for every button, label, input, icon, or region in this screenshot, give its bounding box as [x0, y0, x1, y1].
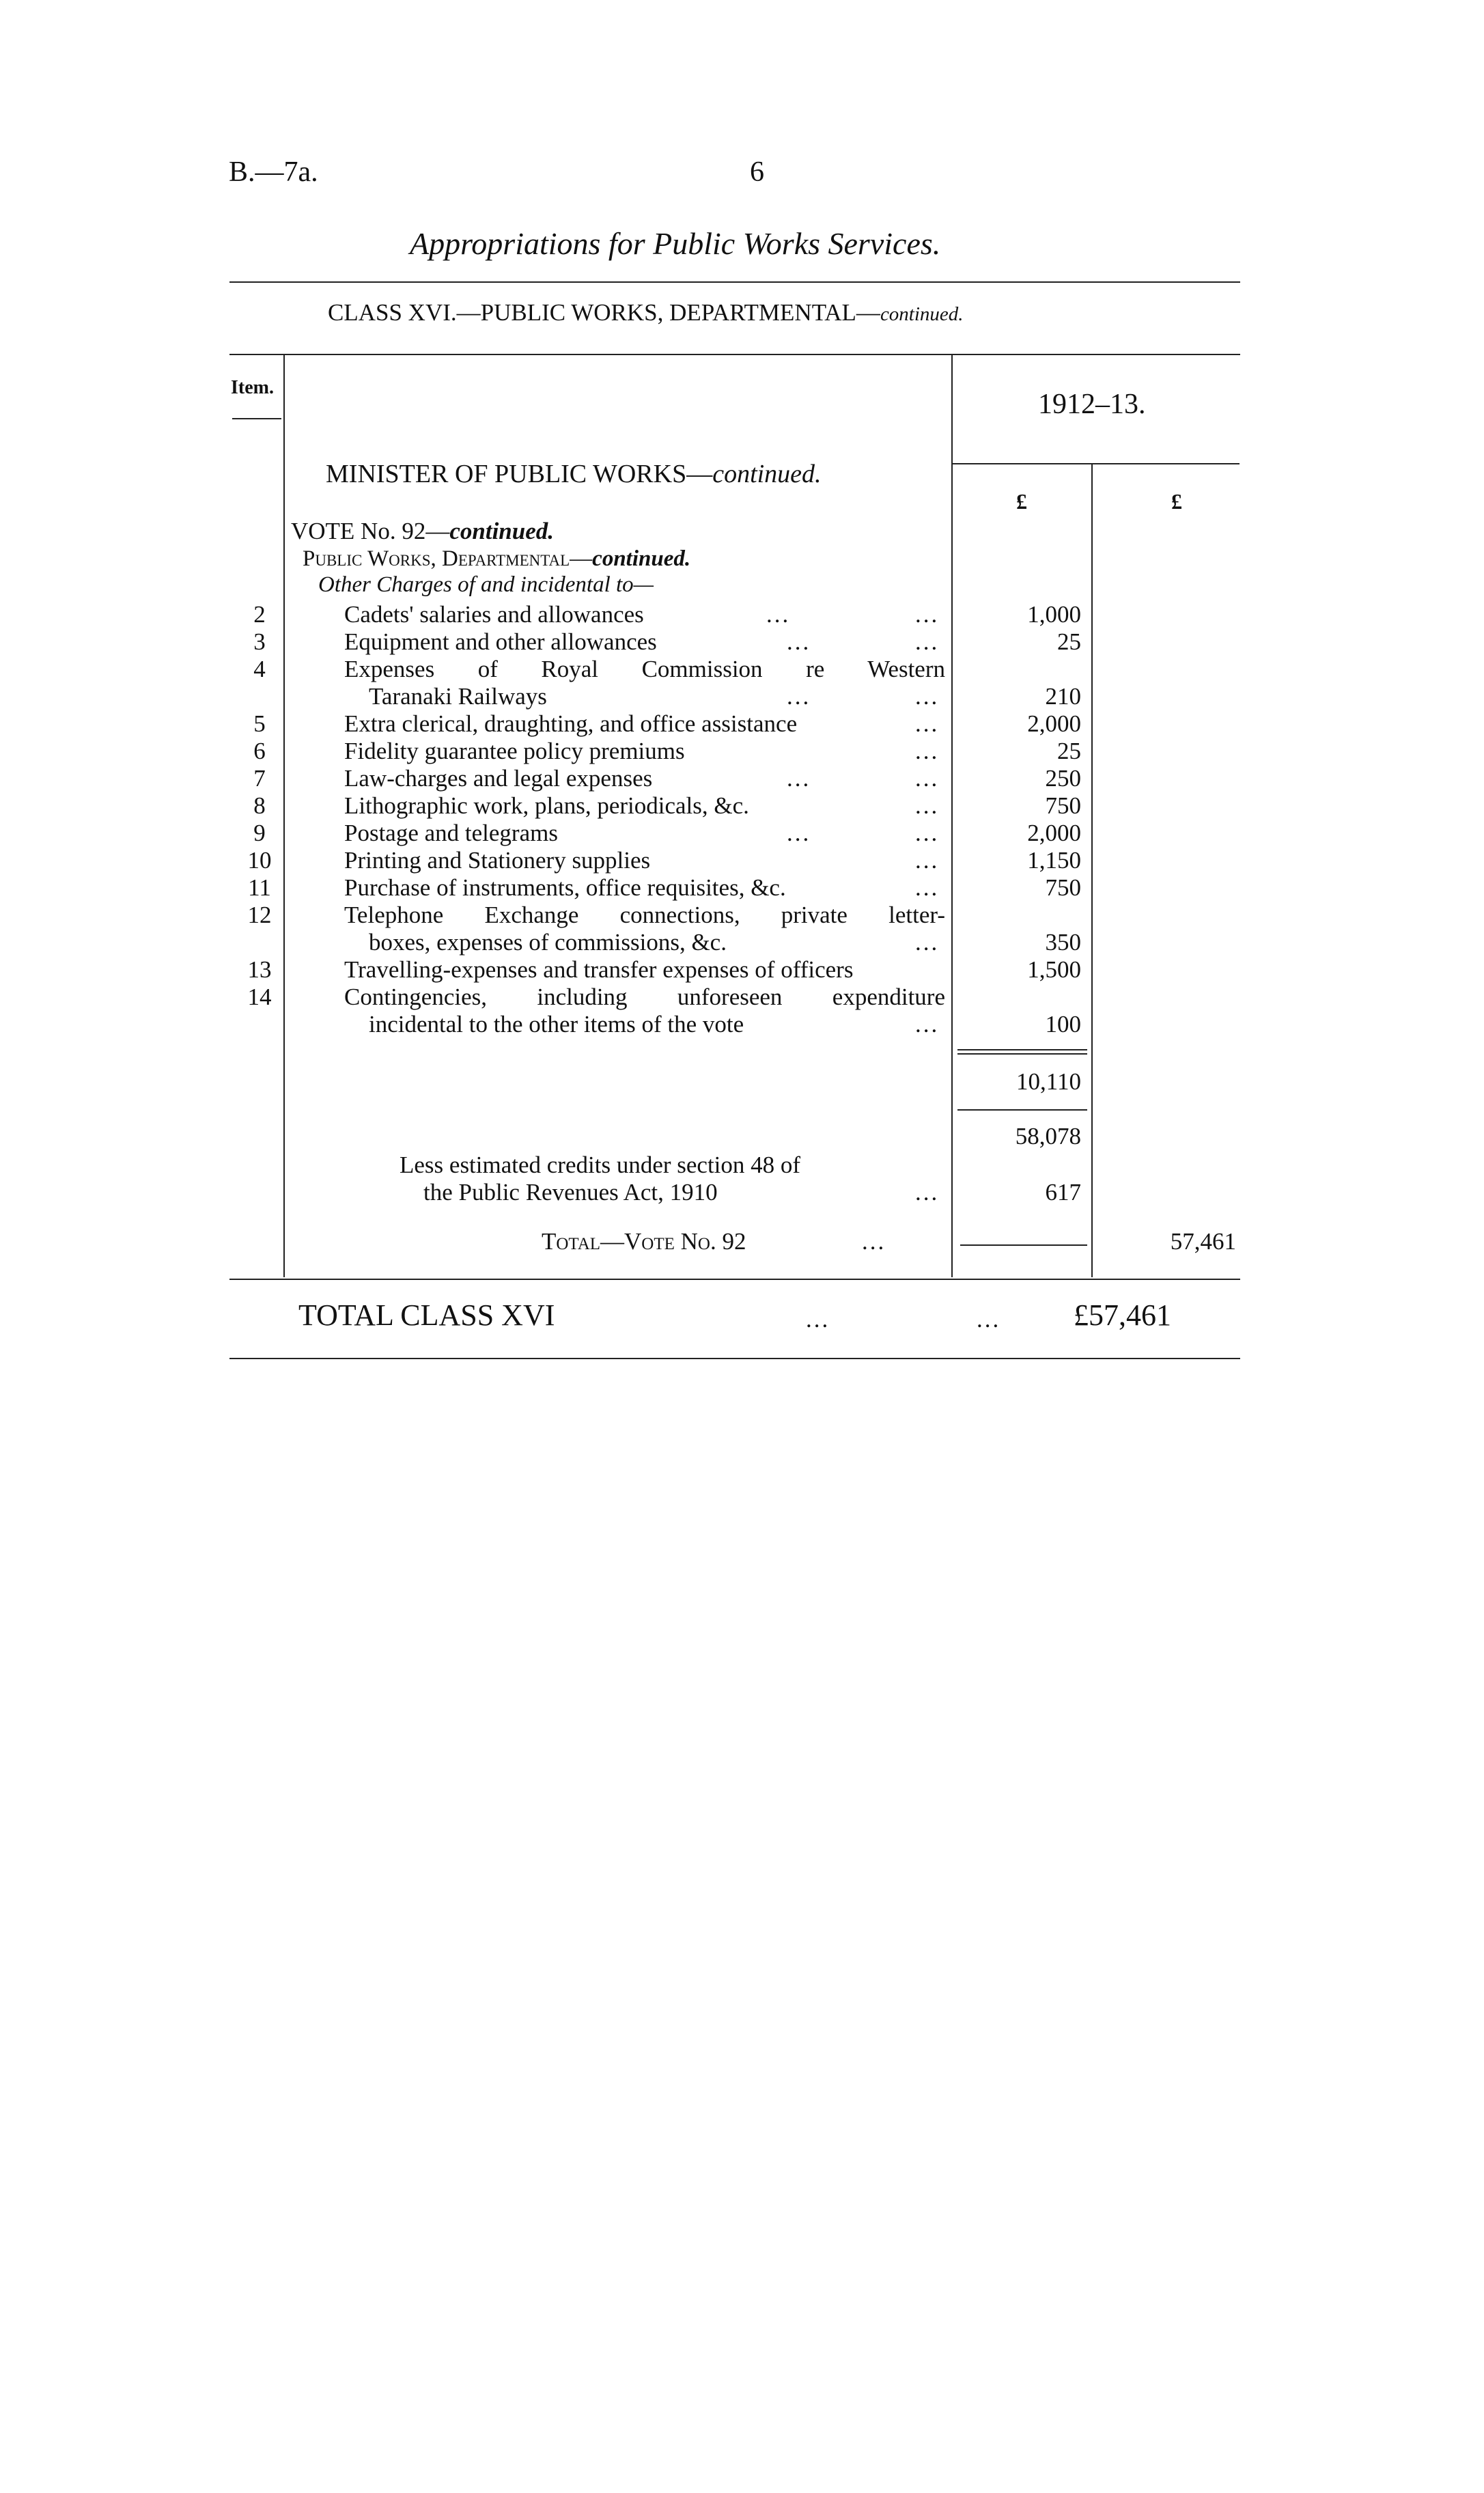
total-vote-dots: ... — [862, 1228, 886, 1255]
row-8-desc: Lithographic work, plans, periodicals, &c. — [344, 792, 749, 819]
page-ref: B.—7a. — [229, 156, 318, 188]
row-4-dots: ... — [787, 683, 811, 710]
less-credits-line2: the Public Revenues Act, 1910 — [423, 1179, 718, 1206]
item-column-header: Item. — [231, 377, 274, 398]
row-3-desc: Equipment and other allowances — [344, 628, 657, 655]
minister-heading-suffix: continued. — [712, 460, 822, 488]
total-class-dots-a: ... — [806, 1306, 830, 1333]
page-title: Appropriations for Public Works Services. — [410, 226, 941, 261]
year-header: 1912–13. — [1038, 389, 1146, 420]
row-10-item: 10 — [247, 847, 272, 874]
row-2-dots: ... — [766, 601, 791, 628]
row-7-dots: ... — [787, 765, 811, 792]
row-9-dots-b: ... — [915, 820, 940, 846]
row-7-amount: 250 — [1045, 765, 1081, 792]
currency-symbol-col1: £ — [1016, 489, 1027, 514]
row-10-desc: Printing and Stationery supplies — [344, 847, 651, 874]
minister-heading — [326, 459, 822, 489]
rule-col-left — [283, 354, 285, 1277]
subhead-heading-main: Public Works, Departmental— — [303, 546, 593, 571]
row-3-dots: ... — [787, 628, 811, 655]
row-11-desc: Purchase of instruments, office requisites, &c. — [344, 874, 786, 901]
row-8-item: 8 — [253, 792, 266, 819]
less-credits-amount: 617 — [1045, 1179, 1081, 1206]
subhead-heading — [303, 546, 690, 572]
row-10-dots: ... — [915, 847, 940, 874]
row-6-desc: Fidelity guarantee policy premiums — [344, 738, 685, 764]
less-credits-line1: Less estimated credits under section 48 of — [400, 1152, 801, 1178]
row-5-dots: ... — [915, 710, 940, 737]
row-6-item: 6 — [253, 738, 266, 764]
row-12-desc-line1: Telephone Exchange connections, private letter- — [344, 902, 945, 928]
row-3-amount: 25 — [1057, 628, 1081, 655]
rule-table-top — [229, 354, 1240, 355]
subhead-heading-suffix: continued. — [592, 546, 691, 571]
total-class-amount: £57,461 — [1074, 1298, 1171, 1332]
row-14-dots: ... — [915, 1011, 940, 1037]
charges-heading: Other Charges of and incidental to— — [318, 572, 654, 597]
row-11-item: 11 — [248, 874, 271, 901]
rule-footer-bottom — [229, 1358, 1240, 1359]
vote-heading-main: VOTE No. 92— — [291, 518, 450, 544]
row-9-amount: 2,000 — [1027, 820, 1081, 846]
row-4-amount: 210 — [1045, 683, 1081, 710]
row-9-dots: ... — [787, 820, 811, 846]
row-14-amount: 100 — [1045, 1011, 1081, 1037]
row-10-amount: 1,150 — [1027, 847, 1081, 874]
row-12-dots: ... — [915, 929, 940, 956]
class-heading — [328, 299, 964, 326]
row-2-dots-b: ... — [915, 601, 940, 628]
row-3-dots-b: ... — [915, 628, 940, 655]
row-11-dots: ... — [915, 874, 940, 901]
row-2-item: 2 — [253, 601, 266, 628]
row-4-desc-line2: Taranaki Railways — [369, 683, 547, 710]
row-5-desc: Extra clerical, draughting, and office assistance — [344, 710, 798, 737]
row-5-item: 5 — [253, 710, 266, 737]
rule-top — [229, 281, 1240, 283]
row-7-dots-b: ... — [915, 765, 940, 792]
row-4-desc-line1: Expenses of Royal Commission re Western — [344, 656, 945, 682]
minister-heading-main: MINISTER OF PUBLIC WORKS— — [326, 460, 713, 488]
row-6-dots: ... — [915, 738, 940, 764]
row-9-item: 9 — [253, 820, 266, 846]
page-number: 6 — [750, 156, 764, 188]
vote-heading — [291, 518, 554, 545]
subtotal-amount: 10,110 — [1016, 1068, 1081, 1095]
row-7-item: 7 — [253, 765, 266, 792]
row-14-desc-line2: incidental to the other items of the vote — [369, 1011, 744, 1037]
currency-symbol-col2: £ — [1171, 489, 1182, 514]
row-4-dots-b: ... — [915, 683, 940, 710]
row-14-desc-line1: Contingencies, including unforeseen expenditure — [344, 984, 945, 1010]
rule-subtotal-double-a — [957, 1049, 1087, 1050]
rule-total-vote — [960, 1244, 1087, 1246]
year-underline — [953, 463, 1240, 464]
row-8-amount: 750 — [1045, 792, 1081, 819]
row-2-amount: 1,000 — [1027, 601, 1081, 628]
rule-footer-top — [229, 1279, 1240, 1280]
row-3-item: 3 — [253, 628, 266, 655]
rule-gross-total — [957, 1109, 1087, 1111]
gross-total-amount: 58,078 — [1015, 1123, 1081, 1150]
total-class-label: TOTAL CLASS XVI — [298, 1298, 555, 1332]
row-13-item: 13 — [247, 956, 272, 983]
class-heading-suffix: continued. — [880, 303, 964, 325]
vote-heading-suffix: continued. — [449, 518, 555, 544]
row-13-desc: Travelling-expenses and transfer expenses of officers — [344, 956, 854, 983]
row-2-desc: Cadets' salaries and allowances — [344, 601, 644, 628]
row-4-item: 4 — [253, 656, 266, 682]
row-8-dots: ... — [915, 792, 940, 819]
row-12-desc-line2: boxes, expenses of commissions, &c. — [369, 929, 727, 956]
row-9-desc: Postage and telegrams — [344, 820, 558, 846]
row-14-item: 14 — [247, 984, 272, 1010]
less-credits-dots: ... — [915, 1179, 940, 1206]
row-13-amount: 1,500 — [1027, 956, 1081, 983]
rule-subtotal-double-b — [957, 1053, 1087, 1055]
row-6-amount: 25 — [1057, 738, 1081, 764]
rule-col-amount — [951, 354, 953, 1277]
row-11-amount: 750 — [1045, 874, 1081, 901]
rule-col-total — [1091, 464, 1093, 1277]
row-12-amount: 350 — [1045, 929, 1081, 956]
row-5-amount: 2,000 — [1027, 710, 1081, 737]
row-7-desc: Law-charges and legal expenses — [344, 765, 653, 792]
item-header-underline — [232, 418, 281, 419]
row-12-item: 12 — [247, 902, 272, 928]
total-vote-label: Total—Vote No. 92 — [542, 1228, 746, 1255]
class-heading-main: CLASS XVI.—PUBLIC WORKS, DEPARTMENTAL— — [328, 299, 880, 326]
total-class-dots-b: ... — [977, 1306, 1001, 1333]
total-vote-amount: 57,461 — [1170, 1228, 1236, 1255]
